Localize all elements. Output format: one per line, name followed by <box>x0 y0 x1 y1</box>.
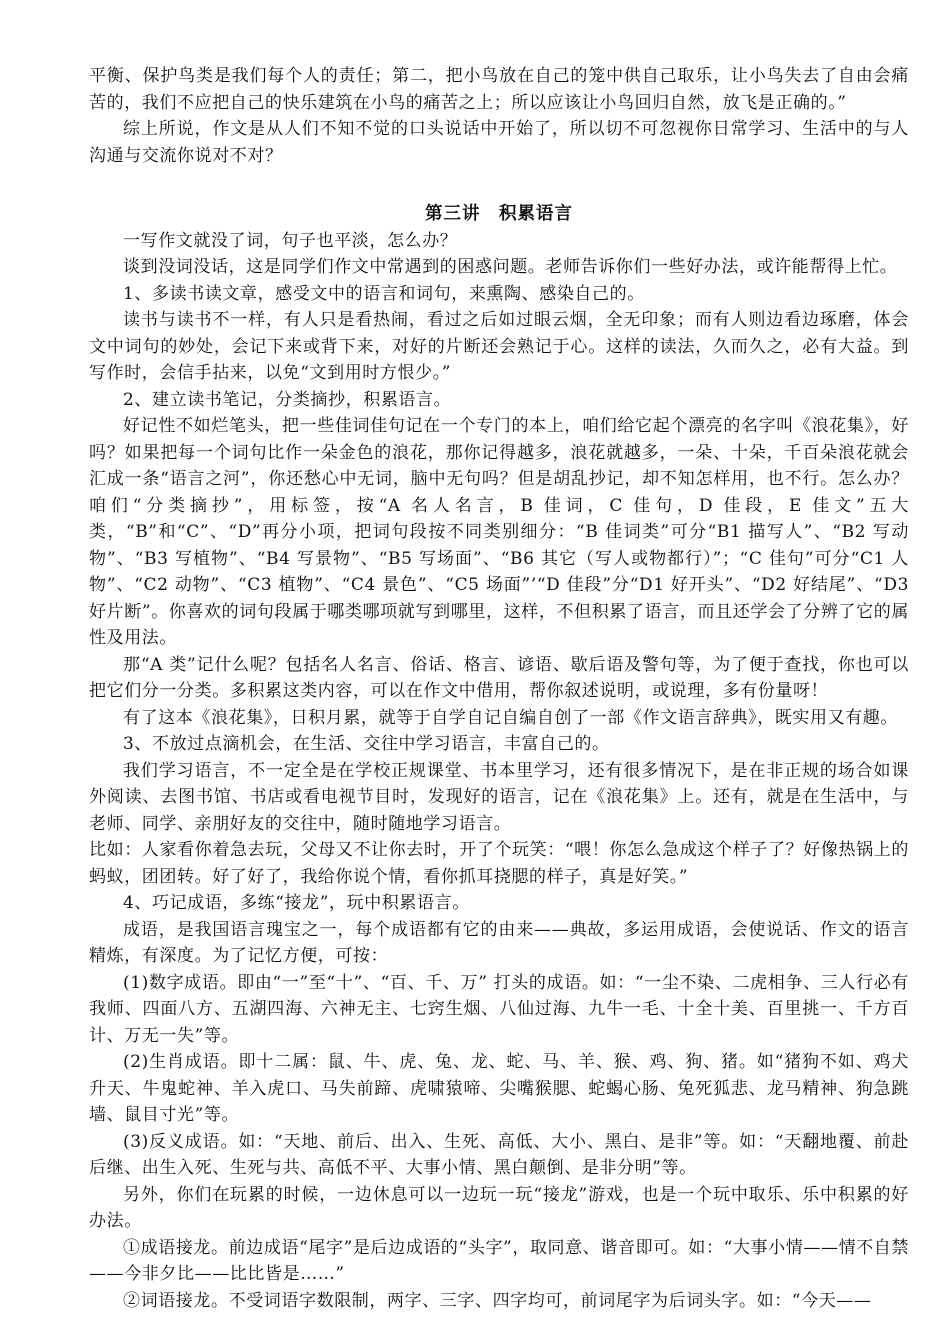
paragraph: 成语，是我国语言瑰宝之一，每个成语都有它的由来——典故，多运用成语，会使说话、作文的语言精炼，有深度。为了记忆方便，可按： <box>89 919 909 966</box>
paragraph: 谈到没词没话，这是同学们作文中常遇到的困惑问题。老师告诉你们一些好办法，或许能帮得上忙。 <box>123 257 898 277</box>
paragraph: 那“A 类”记什么呢？包括名人名言、俗话、格言、谚语、歇后语及警句等，为了便于查找，你也可以把它们分一分类。多积累这类内容，可以在作文中借用，帮你叙述说明，或说理，多有份量呀！ <box>89 654 909 701</box>
list-item: (3)反义成语。如：“天地、前后、出入、生死、高低、大小、黑白、是非”等。如：“天翻地覆、前赴后继、出生入死、生死与共、高低不平、大事小情、黑白颠倒、是非分明”等。 <box>89 1131 909 1178</box>
list-item: ②词语接龙。不受词语字数限制，两字、三字、四字均可，前词尾字为后词头字。如：“今天—— <box>123 1290 872 1311</box>
list-item: (2)生肖成语。即十二属：鼠、牛、虎、兔、龙、蛇、马、羊、猴、鸡、狗、猪。如“猪狗不如、鸡犬升天、牛鬼蛇神、羊入虎口、马失前蹄、虎啸猿啼、尖嘴猴腮、蛇蝎心肠、兔死狐悲、龙马精神、狗急跳墙、鼠目寸光”等。 <box>89 1052 909 1125</box>
list-item: ①成语接龙。前边成语“尾字”是后边成语的“头字”，取同意、谐音即可。如：“大事小情——情不自禁——今非夕比——比比皆是……” <box>89 1237 909 1284</box>
paragraph: 有了这本《浪花集》，日积月累，就等于自学自记自编自创了一部《作文语言辞典》，既实用又有趣。 <box>123 707 898 728</box>
paragraph: 好记性不如烂笔头，把一些佳词佳句记在一个专门的本上，咱们给它起个漂亮的名字叫《浪花集》，好吗？如果把每一个词句比作一朵金色的浪花，那你记得越多，浪花就越多，一朵、十朵，千百朵浪花就会汇成一条“语言之河”，你还愁心中无词，脑中无句吗？但是胡乱抄记，却不知怎样用，也不行。怎么办？咱们“分类摘抄”，用标签，按“A 名人名言，B 佳词，C 佳句，D 佳段，E 佳文”五大类，“B”和“C”、“D”再分小项，把词句段按不同类别细分：“B 佳词类”可分“B1 描写人”、“B2 写动物”、“B3 写植物”、“B4 写景物”、“B5 写场面”、“B6 其它（写人或物都行）”；“C 佳句”可分“C1 人物”、“C2 动物”、“C3 植物”、“C4 景色”、“C5 场面”’“D 佳段”分“D1 好开头”、“D2 好结尾”、“D3 好片断”。你喜欢的词句段属于哪类哪项就写到哪里，这样，不但积累了语言，而且还学会了分辨了它的属性及用法。 <box>89 416 909 648</box>
paragraph-heading: 3、不放过点滴机会，在生活、交往中学习语言，丰富自己的。 <box>123 734 610 754</box>
document-page <box>89 63 909 1314</box>
paragraph: 我们学习语言，不一定全是在学校正规课堂、书本里学习，还有很多情况下，是在非正规的场合如课外阅读、去图书馆、书店或看电视节目时，发现好的语言，记在《浪花集》上。还有，就是在生活中，与老师、同学、亲朋好友的交往中，随时随地学习语言。 <box>89 760 909 834</box>
paragraph: 另外，你们在玩累的时候，一边休息可以一边玩一玩“接龙”游戏，也是一个玩中取乐、乐中积累的好办法。 <box>89 1184 909 1231</box>
section-title: 第三讲 积累语言 <box>425 204 573 224</box>
paragraph-heading: 4、巧记成语，多练“接龙”，玩中积累语言。 <box>123 893 470 913</box>
paragraph-heading: 2、建立读书笔记，分类摘抄，积累语言。 <box>123 389 452 410</box>
paragraph: 读书与读书不一样，有人只是看热闹，看过之后如过眼云烟，全无印象；而有人则边看边琢磨，体会文中词句的妙处，会记下来或背下来，对好的片断还会熟记于心。这样的读法，久而久之，必有大益。到写作时，会信手拈来，以免“文到用时方恨少。” <box>89 310 909 383</box>
paragraph: 一写作文就没了词，句子也平淡，怎么办？ <box>123 230 458 251</box>
paragraph-intro-1: 平衡、保护鸟类是我们每个人的责任；第二，把小鸟放在自己的笼中供自己取乐，让小鸟失去了自由会痛苦的，我们不应把自己的快乐建筑在小鸟的痛苦之上；所以应该让小鸟回归自然，放飞是正确的。” <box>89 66 909 113</box>
paragraph-intro-2: 综上所说，作文是从人们不知不觉的口头说话中开始了，所以切不可忽视你日常学习、生活中的与人沟通与交流你说对不对？ <box>89 119 909 166</box>
paragraph: 比如：人家看你着急去玩，父母又不让你去时，开了个玩笑：“喂！你怎么急成这个样子了？好像热锅上的蚂蚁，团团转。好了好了，我给你说个情，看你抓耳挠腮的样子，真是好笑。” <box>89 840 909 887</box>
list-item: (1)数字成语。即由“一”至“十”、“百、千、万” 打头的成语。如：“一尘不染、二虎相争、三人行必有我师、四面八方、五湖四海、六神无主、七窍生烟、八仙过海、九牛一毛、十全十美、百里挑一、千方百计、万无一失”等。 <box>89 972 909 1046</box>
paragraph-heading: 1、多读书读文章，感受文中的语言和词句，来熏陶、感染自己的。 <box>123 283 645 304</box>
